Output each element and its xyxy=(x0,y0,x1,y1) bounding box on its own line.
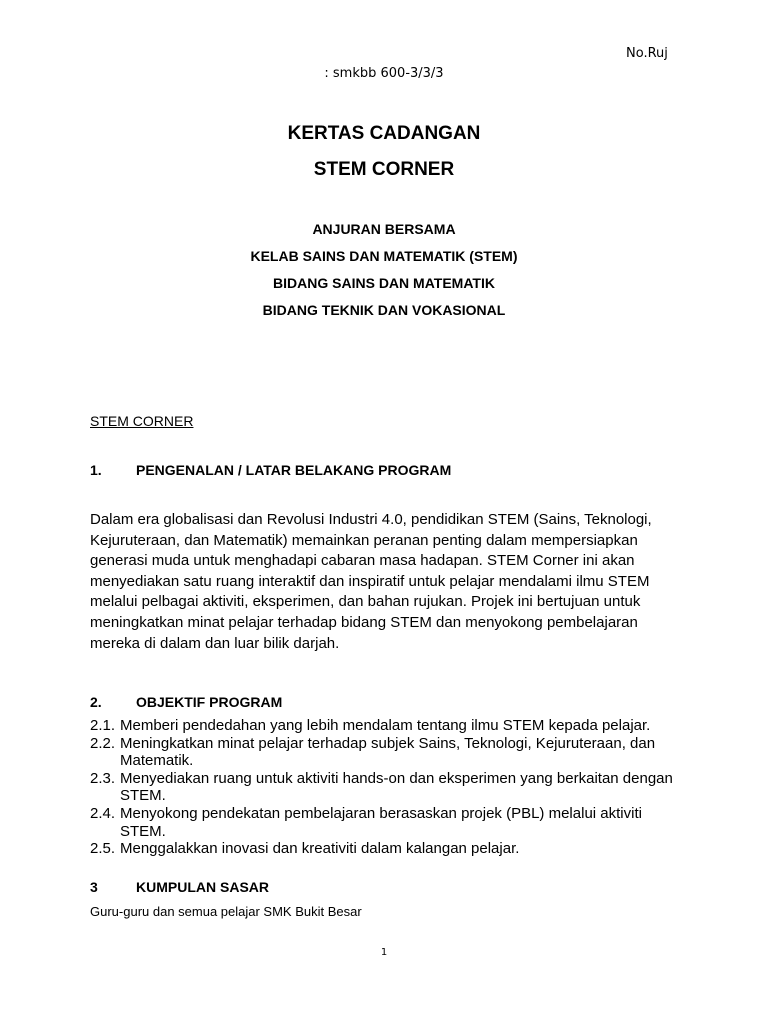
item-text: Meningkatkan minat pelajar terhadap subjek Sains, Teknologi, Kejuruteraan, dan Matematik. xyxy=(120,734,656,770)
intro-paragraph: Dalam era globalisasi dan Revolusi Industri 4.0, pendidikan STEM (Sains, Teknologi, Kejuruteraan, dan Matematik) memainkan peranan penting dalam mempersiapkan generasi muda untuk menghadapi cabaran masa hadapan. STEM Corner ini akan menyediakan satu ruang interaktif dan inspiratif untuk pelajar mendalami ilmu STEM melalui pelbagai aktiviti, eksperimen, dan bahan rujukan. Projek ini bertujuan untuk meningkatkan minat pelajar terhadap bidang STEM dan menyokong pembelajaran mereka di dalam dan luar bilik darjah. xyxy=(90,511,652,652)
organizer-line: BIDANG TEKNIK DAN VOKASIONAL xyxy=(262,302,506,318)
section-number: 3 xyxy=(90,879,98,895)
section-heading-target xyxy=(90,878,269,896)
item-number: 2.2. xyxy=(90,734,116,752)
item-text: Memberi pendedahan yang lebih mendalam tentang ilmu STEM kepada pelajar. xyxy=(120,717,651,734)
item-number: 2.1. xyxy=(90,717,116,734)
section-title: PENGENALAN / LATAR BELAKANG PROGRAM xyxy=(136,462,452,478)
item-text: Menyokong pendekatan pembelajaran berasaskan projek (PBL) melalui aktiviti STEM. xyxy=(120,804,642,840)
item-number: 2.3. xyxy=(90,769,116,787)
document-subtitle: STEM CORNER xyxy=(313,159,455,180)
objectives-list xyxy=(90,717,690,858)
organizer-line: ANJURAN BERSAMA xyxy=(312,221,456,237)
section-label: STEM CORNER xyxy=(90,413,194,429)
section-number: 1. xyxy=(90,462,102,478)
list-item xyxy=(90,840,690,858)
target-group-text: Guru-guru dan semua pelajar SMK Bukit Besar xyxy=(90,904,362,919)
list-item xyxy=(90,770,690,805)
item-text: Menyediakan ruang untuk aktiviti hands-on dan eksperimen yang berkaitan dengan STEM. xyxy=(120,769,673,805)
reference-code: : smkbb 600-3/3/3 xyxy=(324,66,444,81)
section-title: KUMPULAN SASAR xyxy=(136,879,269,895)
reference-label: No.Ruj xyxy=(626,46,668,61)
document-title: KERTAS CADANGAN xyxy=(287,123,481,144)
list-item xyxy=(90,735,690,770)
section-title: OBJEKTIF PROGRAM xyxy=(136,694,283,710)
section-number: 2. xyxy=(90,694,102,710)
item-number: 2.5. xyxy=(90,840,116,858)
organizer-line: BIDANG SAINS DAN MATEMATIK xyxy=(273,275,495,291)
list-item xyxy=(90,805,690,840)
page-number: 1 xyxy=(380,947,388,958)
section-heading-intro xyxy=(90,461,451,479)
organizer-line: KELAB SAINS DAN MATEMATIK (STEM) xyxy=(250,248,518,264)
item-text: Menggalakkan inovasi dan kreativiti dalam kalangan pelajar. xyxy=(120,840,520,858)
item-number: 2.4. xyxy=(90,804,116,822)
list-item xyxy=(90,717,690,735)
section-heading-objectives xyxy=(90,693,282,711)
